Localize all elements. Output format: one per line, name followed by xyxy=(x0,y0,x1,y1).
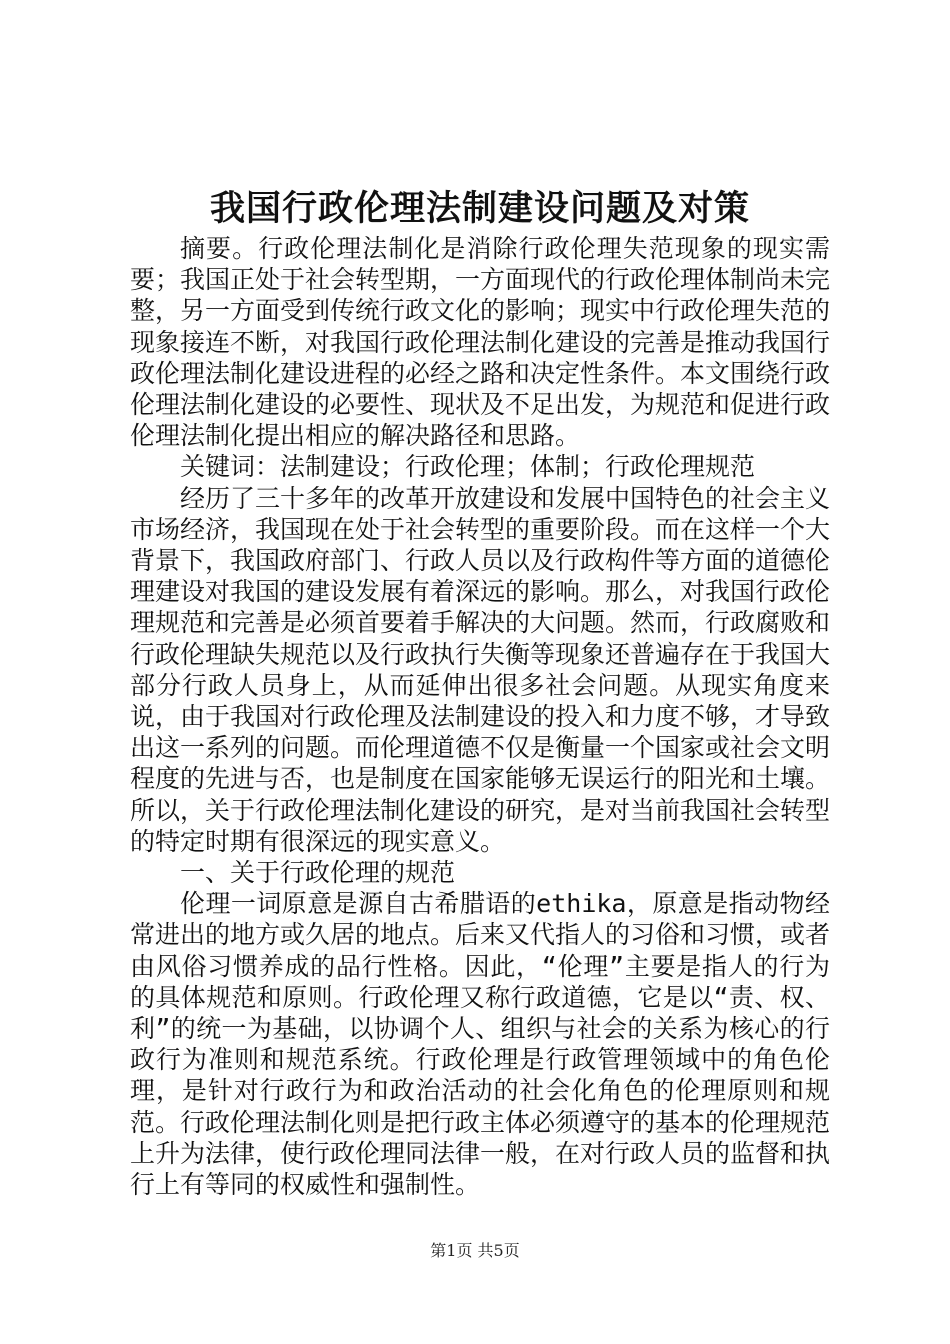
document-title: 我国行政伦理法制建设问题及对策 xyxy=(209,188,750,229)
section-heading: 一、关于行政伦理的规范 xyxy=(180,858,456,888)
intro-paragraph: 经历了三十多年的改革开放建设和发展中国特色的社会主义市场经济，我国现在处于社会转型的重要阶段。而在这样一个大背景下，我国政府部门、行政人员以及行政构件等方面的道德伦理建设对我国的建设发展有着深远的影响。那么，对我国行政伦理规范和完善是必须首要着手解决的大问题。然而，行政腐败和行政伦理缺失规范以及行政执行失衡等现象还普遍存在于我国大部分行政人员身上，从而延伸出很多社会问题。从现实角度来说，由于我国对行政伦理及法制建设的投入和力度不够，才导致出这一系列的问题。而伦理道德不仅是衡量一个国家或社会文明程度的先进与否，也是制度在国家能够无误运行的阳光和土壤。所以，关于行政伦理法制化建设的研究，是对当前我国社会转型的特定时期有很深远的现实意义。 xyxy=(130,483,831,856)
page-footer: 第1页 共5页 xyxy=(430,1241,520,1260)
section-paragraph: 伦理一词原意是源自古希腊语的ethika，原意是指动物经常进出的地方或久居的地点。后来又代指人的习俗和习惯，或者由风俗习惯养成的品行性格。因此，“伦理”主要是指人的行为的具体规范和原则。行政伦理又称行政道德，它是以“责、权、利”的统一为基础，以协调个人、组织与社会的关系为核心的行政行为准则和规范系统。行政伦理是行政管理领域中的角色伦理，是针对行政行为和政治活动的社会化角色的伦理原则和规范。行政伦理法制化则是把行政主体必须遵守的基本的伦理规范上升为法律，使行政伦理同法律一般，在对行政人员的监督和执行上有等同的权威性和强制性。 xyxy=(130,889,831,1200)
keywords-paragraph: 关键词：法制建设；行政伦理；体制；行政伦理规范 xyxy=(180,452,756,482)
document-body xyxy=(130,233,830,1200)
abstract-paragraph: 摘要。行政伦理法制化是消除行政伦理失范现象的现实需要；我国正处于社会转型期，一方面现代的行政伦理体制尚未完整，另一方面受到传统行政文化的影响；现实中行政伦理失范的现象接连不断，对我国行政伦理法制化建设的完善是推动我国行政伦理法制化建设进程的必经之路和决定性条件。本文围绕行政伦理法制化建设的必要性、现状及不足出发，为规范和促进行政伦理法制化提出相应的解决路径和思路。 xyxy=(130,234,831,451)
